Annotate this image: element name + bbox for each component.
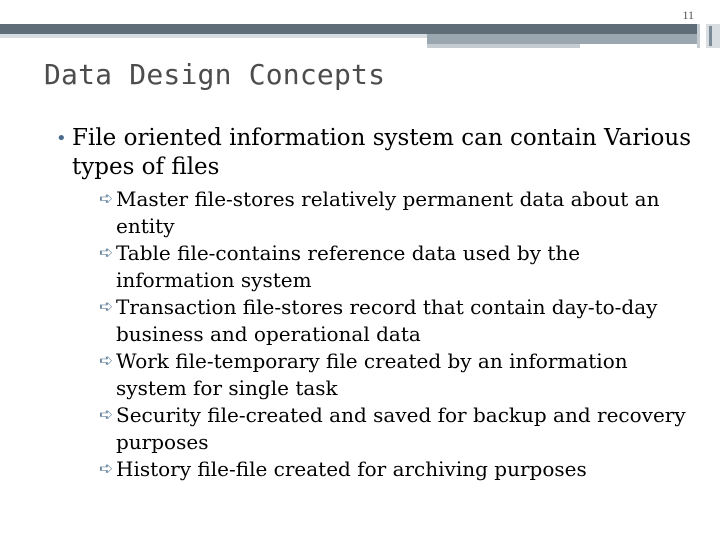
- sub-bullet-history-file: [99, 456, 696, 483]
- header-accent-block: [427, 34, 697, 44]
- sub-bullet-text: Table file-contains reference data used by the information system: [116, 241, 581, 292]
- header-accent-corner-bar: [709, 26, 712, 46]
- slide-number: 11: [682, 8, 694, 22]
- sub-bullet-text: Work file-temporary file created by an information system for single task: [116, 349, 628, 400]
- sub-bullet-text: Security file-created and saved for backup and recovery purposes: [116, 403, 686, 454]
- main-bullet-text: File oriented information system can contain Various types of files: [72, 125, 692, 180]
- round-bullet-icon: •: [56, 128, 67, 149]
- double-arrow-icon: ➪: [99, 351, 114, 371]
- double-arrow-icon: ➪: [99, 189, 114, 209]
- header-accent-underline: [427, 44, 580, 48]
- sub-bullet-text: History file-file created for archiving purposes: [116, 457, 587, 481]
- header-accent-bar: [0, 24, 697, 34]
- sub-bullet-text: Master file-stores relatively permanent data about an entity: [116, 187, 660, 238]
- sub-bullet-text: Transaction file-stores record that contain day-to-day business and operational data: [116, 295, 658, 346]
- slide-content: [56, 124, 696, 483]
- double-arrow-icon: ➪: [99, 297, 114, 317]
- sub-bullet-master-file: [99, 186, 696, 240]
- double-arrow-icon: ➪: [99, 405, 114, 425]
- sub-bullet-table-file: [99, 240, 696, 294]
- slide-title: Data Design Concepts: [44, 58, 386, 91]
- main-bullet: [56, 124, 696, 182]
- double-arrow-icon: ➪: [99, 243, 114, 263]
- header-accent-endcap: [697, 24, 700, 48]
- sub-bullet-security-file: [99, 402, 696, 456]
- sub-bullet-list: [56, 186, 696, 483]
- sub-bullet-work-file: [99, 348, 696, 402]
- double-arrow-icon: ➪: [99, 459, 114, 479]
- sub-bullet-transaction-file: [99, 294, 696, 348]
